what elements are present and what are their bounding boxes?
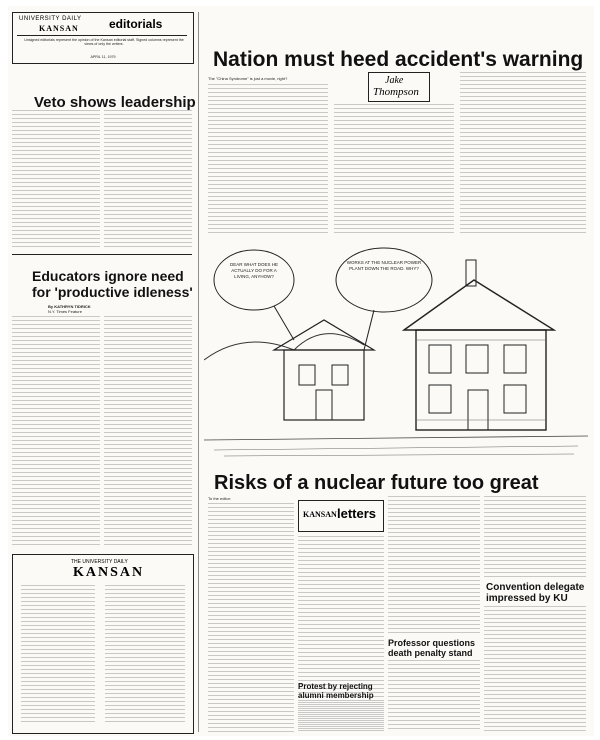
staff-title: KANSAN (73, 565, 145, 580)
staff-list-col2 (105, 585, 185, 725)
risks-body-col3 (388, 496, 480, 636)
newspaper-page (8, 6, 594, 736)
educators-byline: By KATHRYN TIDRICK (48, 304, 91, 309)
staff-title-small: THE UNIVERSITY DAILY (71, 559, 128, 565)
staff-box (12, 554, 194, 734)
convention-headline: Convention delegate impressed by KU (486, 582, 585, 604)
risks-intro: To the editor: (208, 496, 232, 501)
protest-headline: Protest by rejecting alumni membership (298, 682, 374, 700)
convention-body (484, 606, 586, 732)
masthead-kansan: KANSAN (39, 24, 79, 33)
column-author-box (368, 72, 430, 102)
protest-body (298, 702, 384, 732)
column-divider (198, 12, 199, 732)
nation-body-col2 (334, 104, 454, 236)
nation-body-col1 (208, 84, 328, 236)
veto-body-col1 (12, 110, 100, 250)
risks-body-col4 (484, 496, 586, 580)
masthead-university: UNIVERSITY DAILY (19, 16, 82, 22)
veto-body-col2 (104, 110, 192, 250)
veto-headline: Veto shows leadership (34, 94, 196, 111)
nation-headline: Nation must heed accident's warning (213, 48, 584, 71)
nation-kicker: The "China Syndrome" is just a movie, right? (208, 76, 288, 81)
masthead-section: editorials (109, 17, 163, 31)
risks-body-col1 (208, 503, 294, 732)
masthead-box (12, 12, 194, 64)
staff-list-col1 (21, 585, 95, 725)
nation-body-col3 (460, 72, 586, 236)
professor-headline: Professor questions death penalty stand (388, 638, 476, 658)
educators-body-col2 (104, 316, 192, 548)
cartoon-bubble-left: DEAR WHAT DOES HE ACTUALLY DO FOR A LIVING, ANYHOW? (229, 262, 279, 279)
educators-source: N.Y. Times Feature (48, 309, 82, 314)
editorial-cartoon (204, 240, 588, 462)
column-author-last: Thompson (373, 86, 419, 98)
professor-body (388, 660, 480, 732)
masthead-note: Unsigned editorials represent the opinion of the Kansan editorial staff. Signed columns represent the views of only the writers. (24, 38, 184, 47)
letters-logo (298, 500, 384, 532)
cartoon-bubble-right: WORKS AT THE NUCLEAR POWER PLANT DOWN THE ROAD. WHY? (346, 260, 422, 271)
letters-label: letters (337, 506, 377, 521)
educators-headline: Educators ignore need for 'productive idleness' (32, 268, 193, 300)
educators-body-col1 (12, 316, 100, 548)
letters-kansan: KANSAN (303, 510, 337, 519)
masthead-divider (17, 35, 187, 36)
masthead-date: APRIL 11, 1979 (90, 55, 116, 59)
column-author-first: Jake (385, 75, 404, 86)
risks-headline: Risks of a nuclear future too great (214, 472, 539, 494)
section-rule (12, 254, 192, 255)
